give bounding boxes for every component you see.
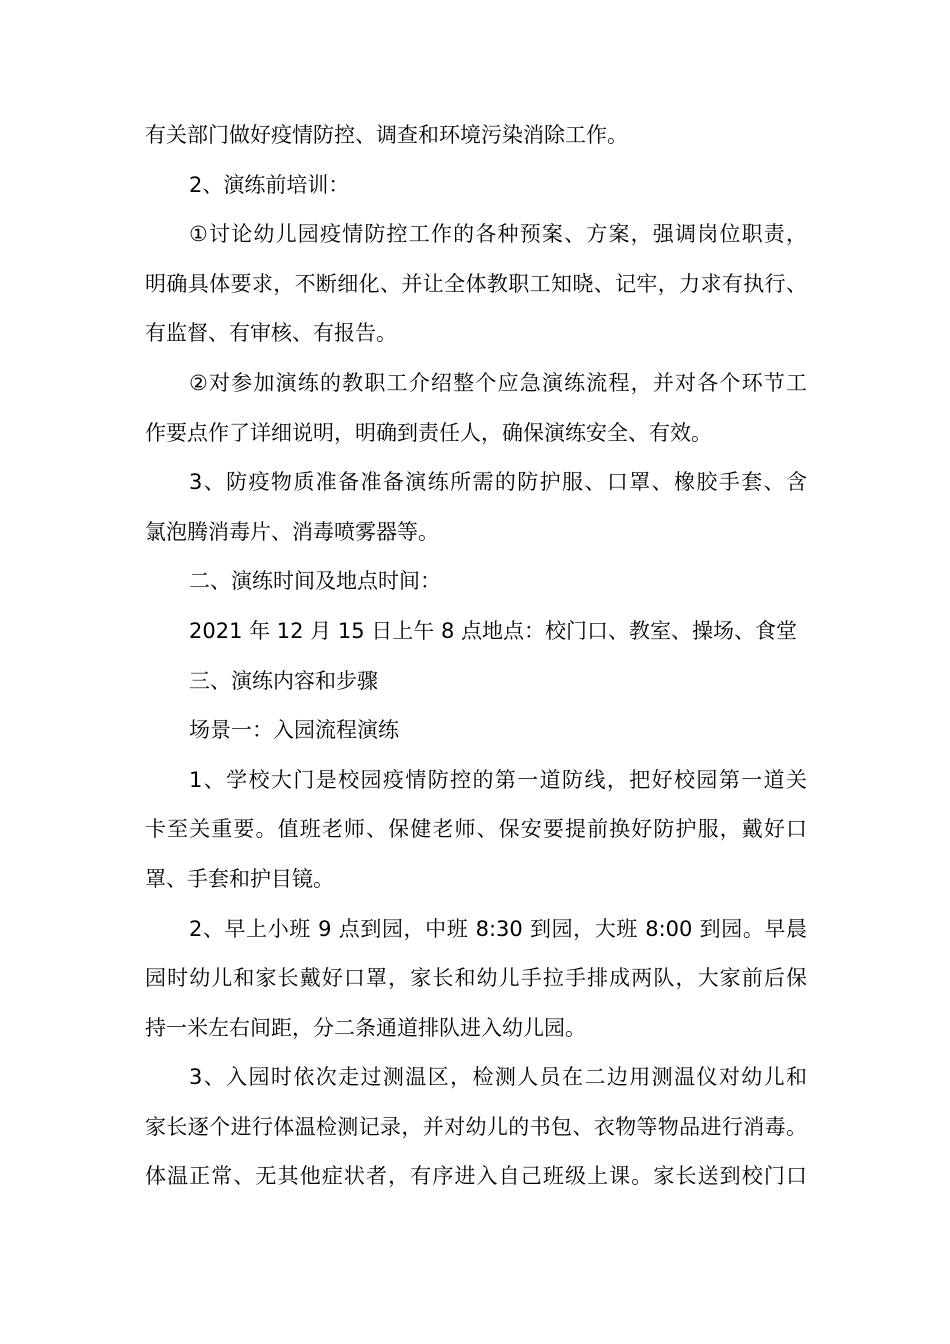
- text-line: 2021 年 12 月 15 日上午 8 点地点：校门口、教室、操场、食堂: [189, 618, 797, 643]
- text-line: 园时幼儿和家长戴好口罩，家长和幼儿手拉手排成两队，大家前后保: [145, 966, 807, 991]
- text-line: 3、防疫物质准备准备演练所需的防护服、口罩、橡胶手套、含: [189, 470, 807, 495]
- text-line: 卡至关重要。值班老师、保健老师、保安要提前换好防护服，戴好口: [145, 817, 807, 842]
- document-page: [145, 111, 807, 1202]
- text-line: 二、演练时间及地点时间：: [189, 569, 441, 594]
- text-line: ①讨论幼儿园疫情防控工作的各种预案、方案，强调岗位职责，: [189, 222, 807, 247]
- text-line: 家长逐个进行体温检测记录，并对幼儿的书包、衣物等物品进行消毒。: [145, 1114, 807, 1139]
- text-line: 1、学校大门是校园疫情防控的第一道防线，把好校园第一道关: [189, 767, 807, 792]
- text-line: 明确具体要求，不断细化、并让全体教职工知晓、记牢，力求有执行、: [145, 271, 807, 296]
- text-line: 三、演练内容和步骤: [189, 668, 378, 693]
- text-line: 有关部门做好疫情防控、调查和环境污染消除工作。: [145, 123, 628, 147]
- text-line: 氯泡腾消毒片、消毒喷雾器等。: [145, 519, 439, 544]
- text-line: 有监督、有审核、有报告。: [145, 321, 397, 346]
- text-line: 作要点作了详细说明，明确到责任人，确保演练安全、有效。: [145, 420, 712, 445]
- text-line: ②对参加演练的教职工介绍整个应急演练流程，并对各个环节工: [189, 370, 807, 395]
- text-line: 2、演练前培训：: [189, 172, 350, 197]
- text-line: 场景一：入园流程演练: [189, 718, 399, 743]
- text-line: 持一米左右间距，分二条通道排队进入幼儿园。: [145, 1015, 586, 1040]
- text-line: 罩、手套和护目镜。: [145, 866, 334, 891]
- text-line: 体温正常、无其他症状者，有序进入自己班级上课。家长送到校门口: [145, 1164, 807, 1189]
- text-line: 2、早上小班 9 点到园，中班 8:30 到园，大班 8:00 到园。早晨: [189, 916, 807, 941]
- text-line: 3、入园时依次走过测温区，检测人员在二边用测温仪对幼儿和: [189, 1065, 807, 1090]
